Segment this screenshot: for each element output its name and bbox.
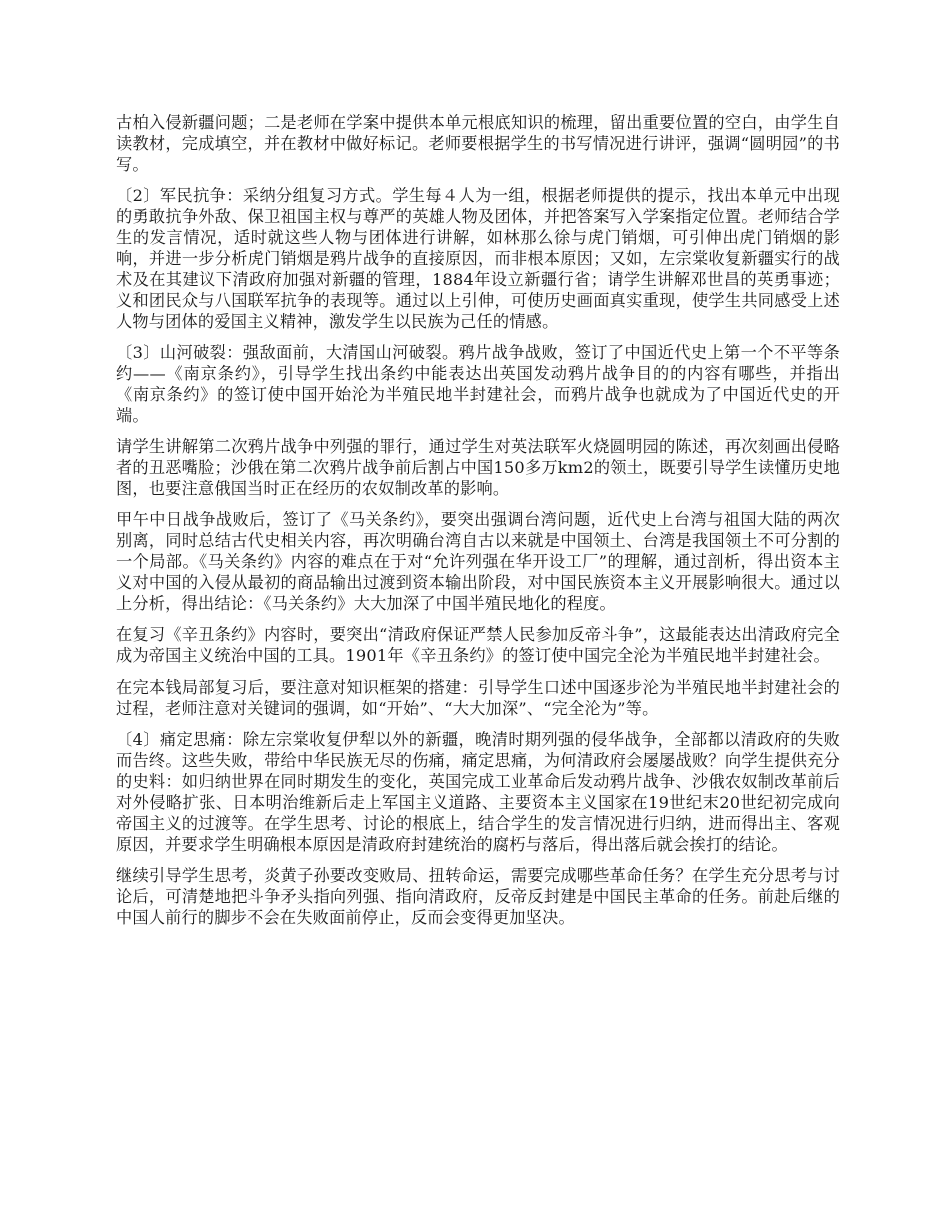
paragraph-reflection: 〔4〕痛定思痛：除左宗棠收复伊犁以外的新疆，晚清时期列强的侵华战争，全部都以清政府的失败而告终。这些失败，带给中华民族无尽的伤痛，痛定思痛，为何清政府会屡屡战败？向学生提供充分的史料：如归纳世界在同时期发生的变化，英国完成工业革命后发动鸦片战争、沙俄农奴制改革前后对外侵略扩张、日本明治维新后走上军国主义道路、主要资本主义国家在19世纪末20世纪初完成向帝国主义的过渡等。在学生思考、讨论的根底上，结合学生的发言情况进行归纳，进而得出主、客观原因，并要求学生明确根本原因是清政府封建统治的腐朽与落后，得出落后就会挨打的结论。 [116, 730, 840, 854]
paragraph-territory-broken: 〔3〕山河破裂：强敌面前，大清国山河破裂。鸦片战争战败，签订了中国近代史上第一个不平等条约——《南京条约》，引导学生找出条约中能表达出英国发动鸦片战争目的的内容有哪些，并指出《南京条约》的签订使中国开始沦为半殖民地半封建社会，而鸦片战争也就成为了中国近代史的开端。 [116, 343, 840, 425]
paragraph-intro-continued: 古柏入侵新疆问题；二是老师在学案中提供本单元根底知识的梳理，留出重要位置的空白，由学生自读教材，完成填空，并在教材中做好标记。老师要根据学生的书写情况进行讲评，强调“圆明园”的书写。 [116, 113, 840, 174]
paragraph-second-opium-war: 请学生讲解第二次鸦片战争中列强的罪行，通过学生对英法联军火烧圆明园的陈述，再次刻画出侵略者的丑恶嘴脸；沙俄在第二次鸦片战争前后割占中国150多万km2的领土，既要引导学生读懂历史地图，也要注意俄国当时正在经历的农奴制改革的影响。 [116, 437, 840, 498]
document-body [116, 113, 840, 939]
paragraph-sino-japanese-war: 甲午中日战争战败后，签订了《马关条约》，要突出强调台湾问题，近代史上台湾与祖国大陆的两次别离，同时总结古代史相关内容，再次明确台湾自古以来就是中国领土、台湾是我国领土不可分割的一个局部。《马关条约》内容的难点在于对“允许列强在华开设工厂”的理解，通过剖析，得出资本主义对中国的入侵从最初的商品输出过渡到资本输出阶段，对中国民族资本主义开展影响很大。通过以上分析，得出结论：《马关条约》大大加深了中国半殖民地化的程度。 [116, 510, 840, 614]
paragraph-boxer-protocol: 在复习《辛丑条约》内容时，要突出“清政府保证严禁人民参加反帝斗争”，这最能表达出清政府完全成为帝国主义统治中国的工具。1901年《辛丑条约》的签订使中国完全沦为半殖民地半封建社会。 [116, 625, 840, 666]
paragraph-military-resistance: 〔2〕军民抗争：采纳分组复习方式。学生每４人为一组，根据老师提供的提示，找出本单元中出现的勇敢抗争外敌、保卫祖国主权与尊严的英雄人物及团体，并把答案写入学案指定位置。老师结合学生的发言情况，适时就这些人物与团体进行讲解，如林那么徐与虎门销烟，可引伸出虎门销烟的影响，并进一步分析虎门销烟是鸦片战争的直接原因，而非根本原因；又如，左宗棠收复新疆实行的战术及在其建议下清政府加强对新疆的管理，1884年设立新疆行省；请学生讲解邓世昌的英勇事迹；义和团民众与八国联军抗争的表现等。通过以上引伸，可使历史画面真实重现，使学生共同感受上述人物与团体的爱国主义精神，激发学生以民族为己任的情感。 [116, 186, 840, 331]
paragraph-knowledge-framework: 在完本钱局部复习后，要注意对知识框架的搭建：引导学生口述中国逐步沦为半殖民地半封建社会的过程，老师注意对关键词的强调，如“开始”、“大大加深”、“完全沦为”等。 [116, 677, 840, 718]
paragraph-continued-guidance: 继续引导学生思考，炎黄子孙要改变败局、扭转命运，需要完成哪些革命任务？在学生充分思考与讨论后，可清楚地把斗争矛头指向列强、指向清政府，反帝反封建是中国民主革命的任务。前赴后继的中国人前行的脚步不会在失败面前停止，反而会变得更加坚决。 [116, 866, 840, 927]
